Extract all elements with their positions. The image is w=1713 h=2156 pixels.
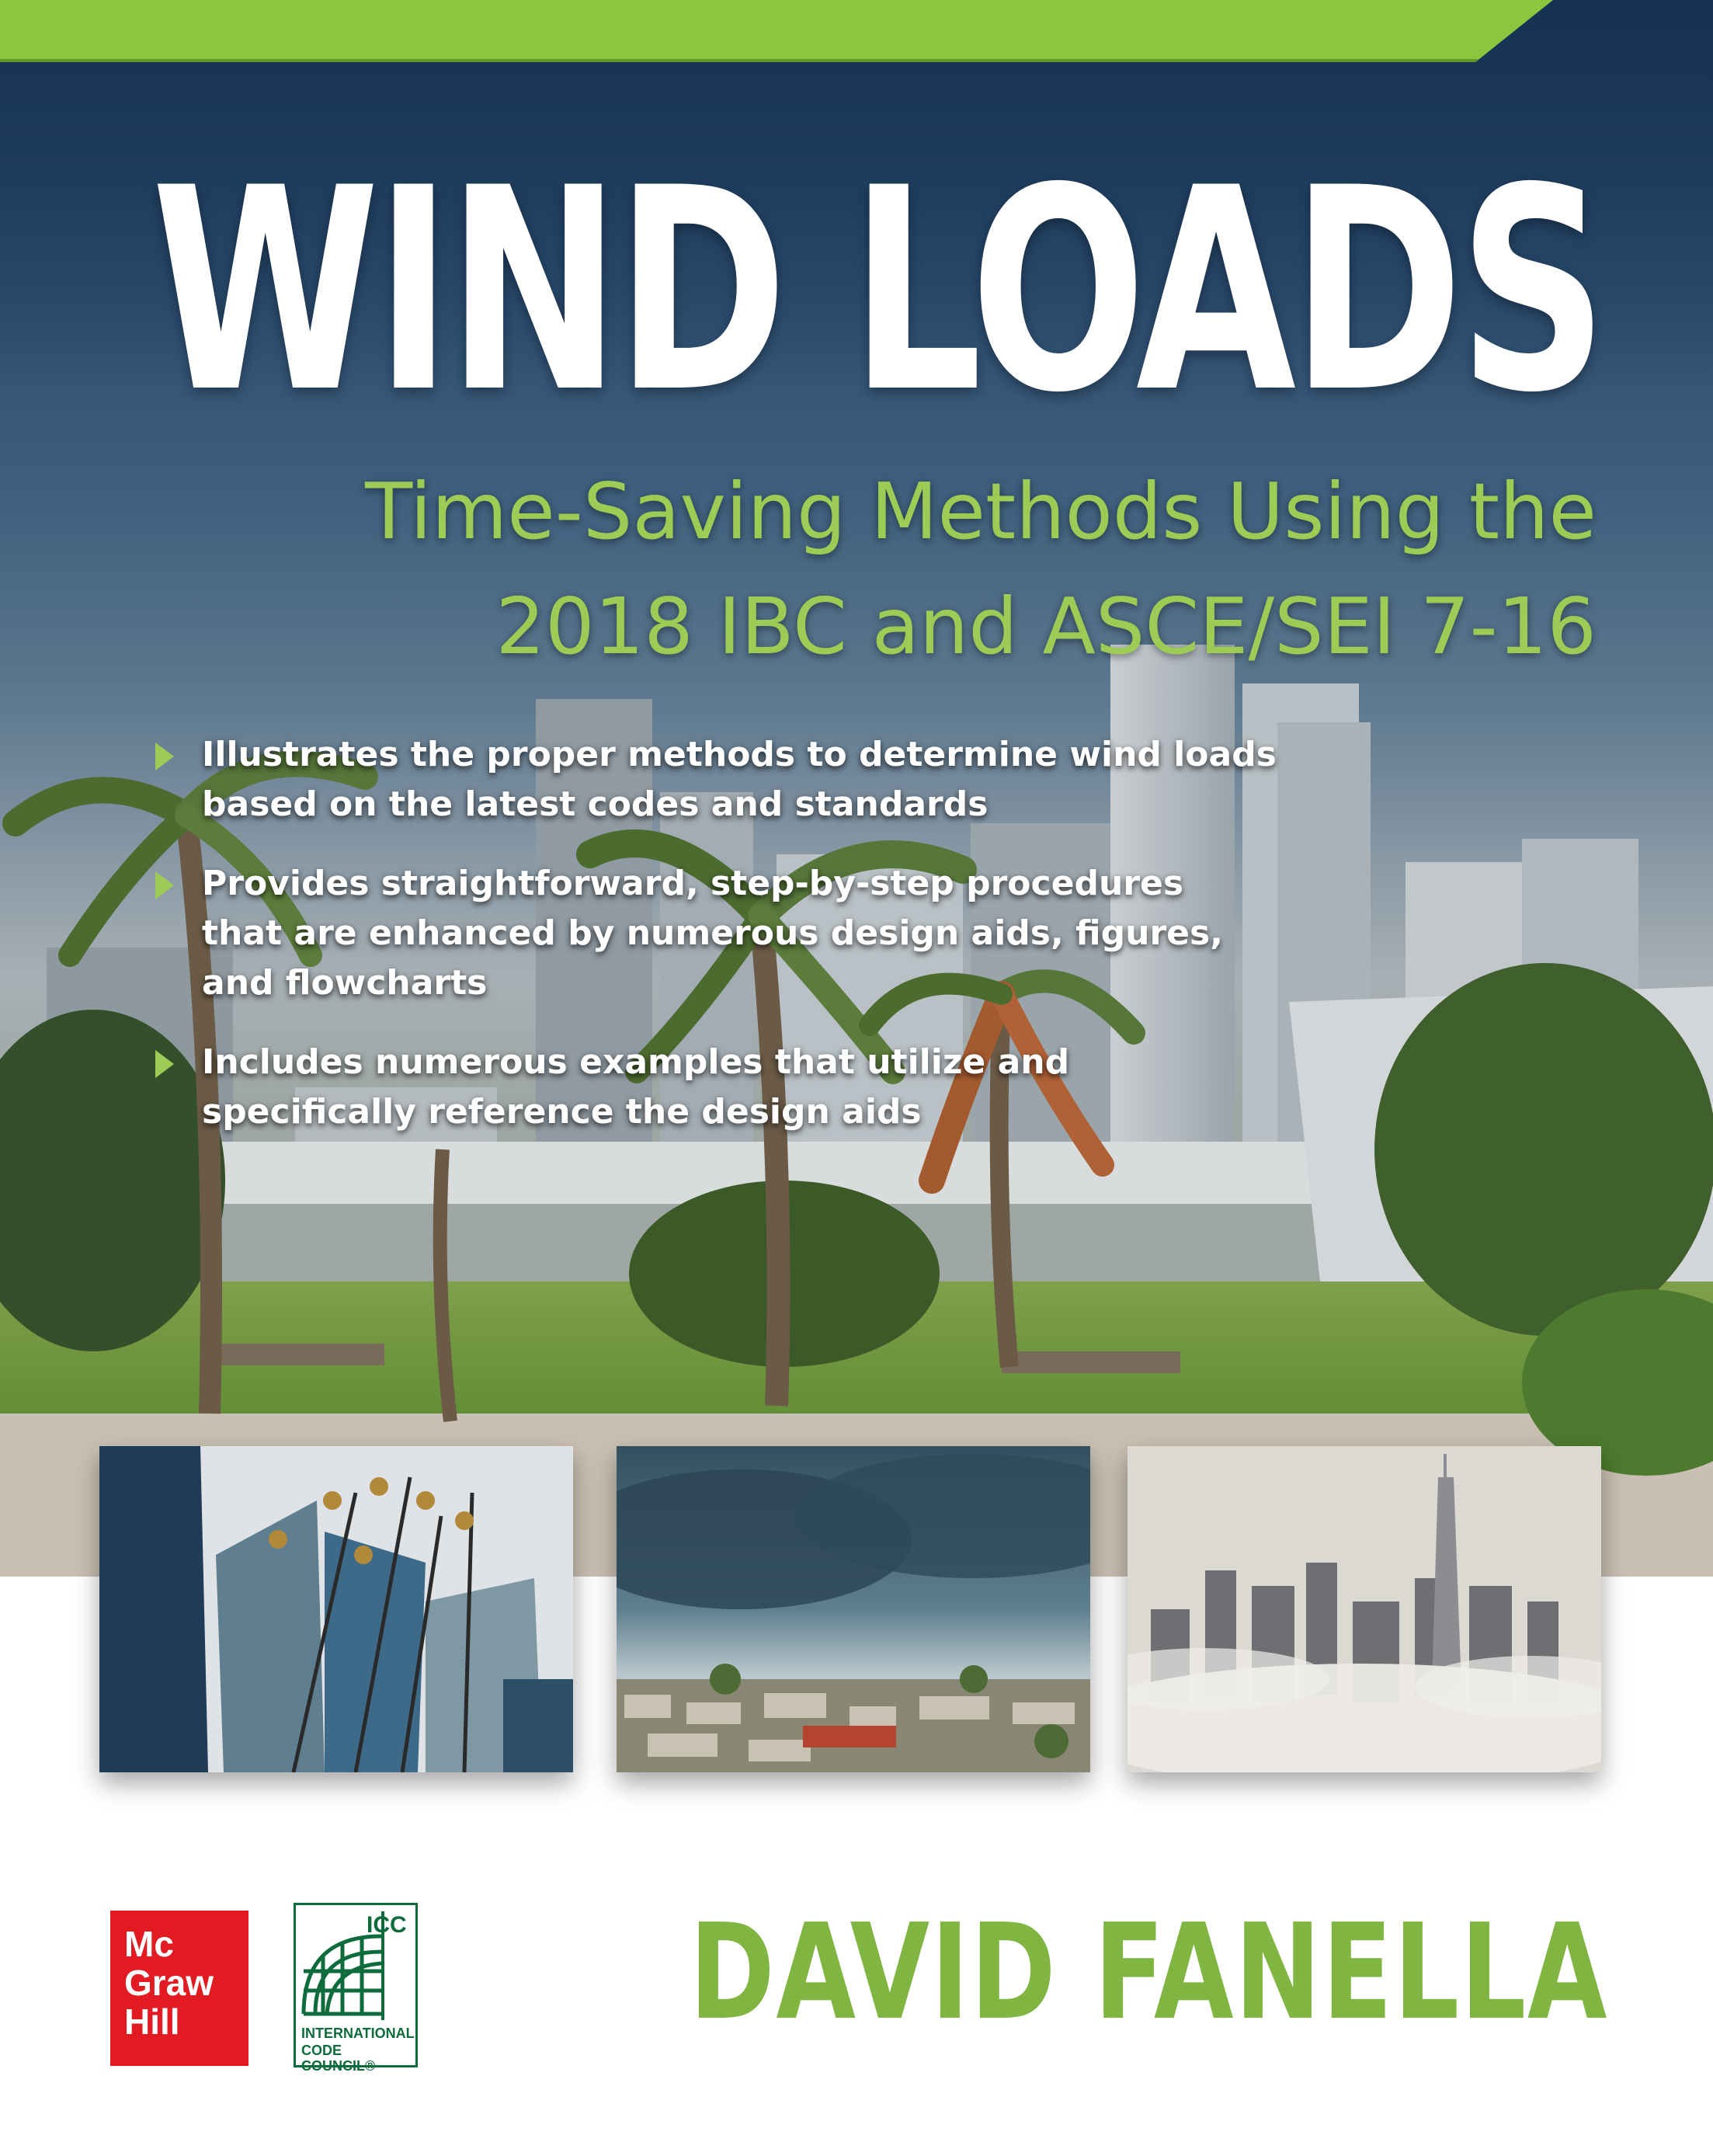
thumbnail-storm-city — [617, 1446, 1090, 1772]
storm-city-photo — [617, 1446, 1090, 1772]
icc-name-line: CODE COUNCIL® — [301, 2043, 376, 2074]
green-triangle-icon — [155, 871, 174, 899]
publisher-logo-line: Hill — [124, 2001, 180, 2042]
icc-abbreviation: ICC — [367, 1912, 407, 1938]
green-triangle-icon — [155, 1050, 174, 1078]
thumbnail-glass-towers — [99, 1446, 573, 1772]
bullet-text-line: based on the latest codes and standards — [202, 784, 989, 824]
top-green-ribbon — [0, 0, 1713, 62]
bullet-text-line: specifically reference the design aids — [202, 1092, 922, 1132]
mcgraw-hill-logo — [110, 1911, 248, 2066]
feature-bullet-list — [155, 730, 1320, 1167]
publisher-logo-line: Mc — [124, 1924, 174, 1964]
feature-bullet — [155, 730, 1320, 829]
thumbnail-fog-skyline — [1128, 1446, 1601, 1772]
bullet-text-line: that are enhanced by numerous design aids, figures, — [202, 913, 1223, 953]
subtitle-line-2: 2018 IBC and ASCE/SEI 7-16 — [495, 581, 1597, 672]
publisher-logo-line: Graw — [124, 1963, 214, 2003]
bullet-text-line: and flowcharts — [202, 963, 488, 1003]
icc-name-line: INTERNATIONAL — [301, 2026, 415, 2041]
glass-towers-photo — [99, 1446, 573, 1772]
subtitle-line-1: Time-Saving Methods Using the — [365, 466, 1597, 557]
book-title: WIND LOADS — [151, 128, 1604, 454]
green-triangle-icon — [155, 742, 174, 770]
bullet-text-line: Illustrates the proper methods to determine wind loads — [202, 735, 1277, 774]
feature-bullet — [155, 859, 1320, 1008]
bullet-text-line: Includes numerous examples that utilize and — [202, 1042, 1070, 1082]
author-name: DAVID FANELLA — [689, 1896, 1608, 2050]
book-subtitle — [199, 454, 1597, 684]
fog-skyline-photo — [1128, 1446, 1601, 1772]
feature-bullet — [155, 1038, 1320, 1137]
bullet-text-line: Provides straightforward, step-by-step procedures — [202, 864, 1184, 903]
